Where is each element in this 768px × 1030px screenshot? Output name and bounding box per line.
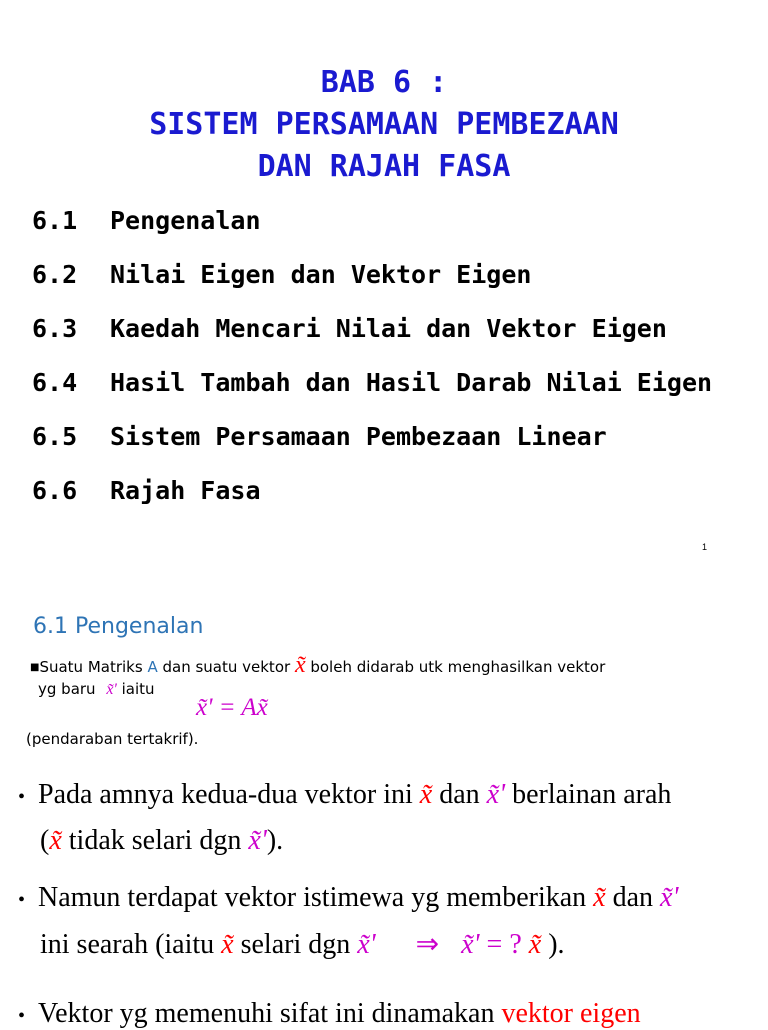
p1-text: berlainan arah: [505, 779, 672, 810]
intro-text: boleh didarab utk menghasilkan vektor: [305, 658, 606, 676]
implies-arrow-icon: ⇒: [415, 929, 440, 960]
toc-number: 6.3: [32, 314, 78, 343]
toc-label: Rajah Fasa: [110, 476, 261, 505]
toc-number: 6.5: [32, 422, 78, 451]
p2-text: = ?: [479, 929, 529, 960]
p1-text: (: [40, 825, 50, 856]
toc-item: [32, 252, 712, 306]
paragraph-1-line-2: [40, 825, 283, 857]
vector-x: x̃: [294, 652, 306, 678]
note-text: (pendaraban tertakrif).: [26, 730, 199, 748]
table-of-contents: [32, 198, 712, 522]
p2-text: dan: [605, 882, 661, 913]
title-line: BAB 6 :: [320, 65, 448, 100]
matrix-symbol: A: [147, 658, 158, 676]
toc-item: [32, 414, 712, 468]
toc-item: [32, 360, 712, 414]
intro-text: iaitu: [116, 680, 155, 698]
equation: [196, 694, 268, 722]
toc-label: Pengenalan: [110, 206, 261, 235]
eigenvector-term: vektor eigen: [501, 998, 641, 1029]
intro-line-1: [30, 652, 605, 679]
bullet-square-icon: ■: [30, 662, 40, 673]
p2-text: Namun terdapat vektor istimewa yg memberikan: [38, 882, 594, 913]
vector-x-prime: x̃': [660, 882, 679, 913]
vector-x: x̃: [49, 825, 62, 856]
toc-label: Hasil Tambah dan Hasil Darab Nilai Eigen: [110, 368, 713, 397]
toc-item: [32, 306, 712, 360]
intro-text: Suatu Matriks: [39, 658, 148, 676]
title-line: DAN RAJAH FASA: [257, 149, 511, 184]
vector-x-prime: x̃': [357, 929, 376, 960]
section-heading: 6.1 Pengenalan: [33, 614, 204, 639]
toc-label: Kaedah Mencari Nilai dan Vektor Eigen: [110, 314, 667, 343]
toc-number: 6.2: [32, 260, 78, 289]
vector-x: x̃: [419, 779, 433, 810]
bullet-icon: •: [18, 786, 26, 808]
p1-text: dan: [432, 779, 487, 810]
toc-item: [32, 198, 712, 252]
slide-title: [0, 62, 768, 188]
bullet-icon: •: [18, 1005, 26, 1027]
vector-x: x̃: [528, 929, 542, 960]
intro-text: yg baru: [38, 680, 101, 698]
toc-label: Nilai Eigen dan Vektor Eigen: [110, 260, 532, 289]
equation-rhs: x̃: [256, 694, 268, 721]
p3-text: Vektor yg memenuhi sifat ini dinamakan: [38, 998, 502, 1029]
toc-number: 6.1: [32, 206, 78, 235]
p1-text: ).: [266, 825, 284, 856]
p1-text: tidak selari dgn: [61, 825, 249, 856]
vector-x-prime: x̃': [106, 681, 117, 698]
vector-x-prime: x̃': [248, 825, 267, 856]
vector-x: x̃: [221, 929, 234, 960]
toc-number: 6.6: [32, 476, 78, 505]
toc-number: 6.4: [32, 368, 78, 397]
p1-text: Pada amnya kedua-dua vektor ini: [38, 779, 420, 810]
p2-text: selari dgn: [233, 929, 358, 960]
equation-lhs: x̃' =: [196, 694, 242, 721]
intro-text: dan suatu vektor: [157, 658, 295, 676]
title-line: SISTEM PERSAMAAN PEMBEZAAN: [149, 107, 619, 142]
intro-line-2: [38, 680, 155, 699]
p2-text: ).: [541, 929, 565, 960]
toc-label: Sistem Persamaan Pembezaan Linear: [110, 422, 607, 451]
p2-text: ini searah (iaitu: [40, 929, 222, 960]
paragraph-1-line-1: [38, 779, 671, 811]
vector-x-prime: x̃': [461, 929, 480, 960]
vector-x: x̃: [593, 882, 606, 913]
bullet-icon: •: [18, 889, 26, 911]
page-number: 1: [702, 542, 708, 552]
paragraph-2-line-1: [38, 882, 678, 914]
paragraph-2-line-2: [40, 927, 565, 961]
equation-matrix: A: [241, 694, 257, 721]
vector-x-prime: x̃': [486, 779, 506, 810]
toc-item: [32, 468, 712, 522]
paragraph-3-line-1: [38, 998, 641, 1030]
